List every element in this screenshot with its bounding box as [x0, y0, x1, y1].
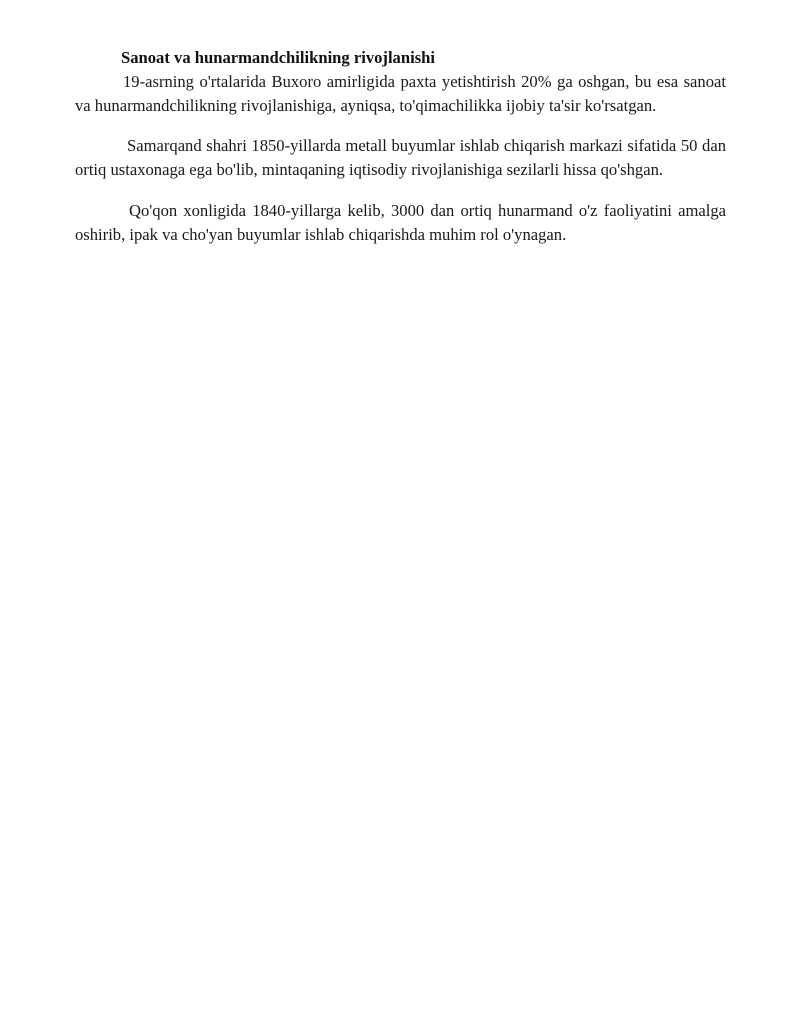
paragraph-2: Samarqand shahri 1850-yillarda metall buyumlar ishlab chiqarish markazi sifatida 50 dan ortiq ustaxonaga ega bo'lib, mintaqaning iqtisodiy rivojlanishiga sezilarli hissa qo'shgan.: [75, 136, 726, 179]
document-body: [75, 46, 726, 247]
paragraph-1: 19-asrning o'rtalarida Buxoro amirligida paxta yetishtirish 20% ga oshgan, bu esa sanoat va hunarmandchilikning rivojlanishiga, ayniqsa, to'qimachilikka ijobiy ta'sir ko'rsatgan.: [75, 72, 726, 115]
document-title: Sanoat va hunarmandchilikning rivojlanishi: [121, 48, 435, 67]
paragraph-3: Qo'qon xonligida 1840-yillarga kelib, 3000 dan ortiq hunarmand o'z faoliyatini amalga oshirib, ipak va cho'yan buyumlar ishlab chiqarishda muhim rol o'ynagan.: [75, 201, 726, 244]
